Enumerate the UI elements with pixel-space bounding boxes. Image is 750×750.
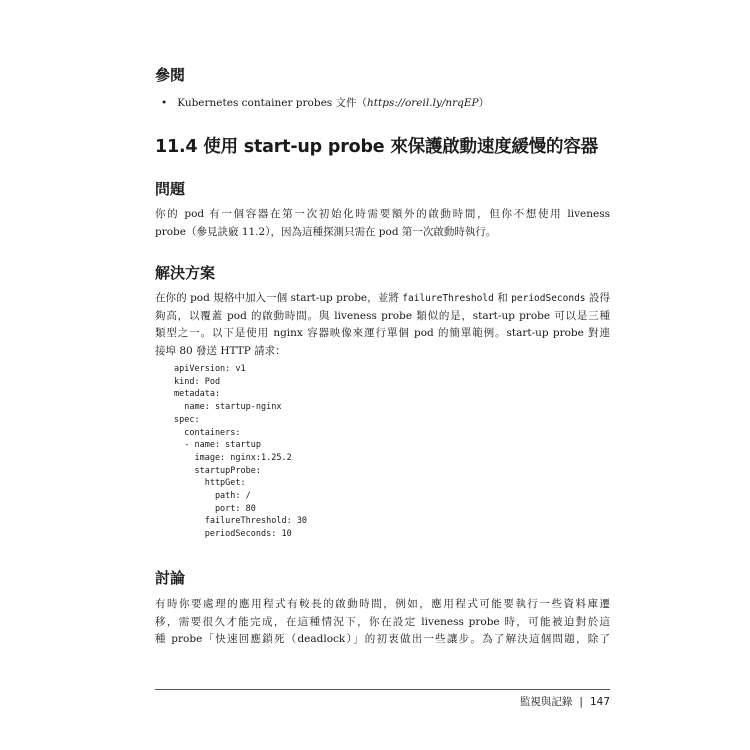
solution-line-1-text-b: 和: [493, 292, 512, 304]
footer-chapter: 監視與記錄: [519, 696, 573, 708]
inline-code-period-seconds: periodSeconds: [511, 293, 586, 304]
solution-paragraph: [155, 290, 610, 360]
solution-line-2: 夠高，以覆蓋 pod 的啟動時間。與 liveness probe 類似的是，start-up probe 可以是三種: [155, 309, 610, 322]
solution-line-3: 類型之一。以下是使用 nginx 容器映像來運行單個 pod 的簡單範例。start-up probe 對連: [155, 327, 610, 339]
page-footer: [520, 694, 610, 709]
problem-line-2: probe（參見訣竅 11.2），因為這種探測只需在 pod 第一次啟動時執行。: [155, 225, 497, 238]
solution-line-1-text-a: 在你的 pod 規格中加入一個 start-up probe，並將: [155, 292, 403, 304]
book-page: [155, 0, 610, 750]
solution-line-1-text-c: 設得: [585, 292, 610, 304]
solution-line-1: [155, 290, 610, 308]
discussion-line-2: 移，需要很久才能完成，在這種情況下，你在設定 liveness probe 時，可能被迫對於這: [155, 615, 610, 628]
inline-code-failure-threshold: failureThreshold: [402, 293, 494, 304]
reference-link[interactable]: https://oreil.ly/nrqEP: [367, 97, 479, 109]
discussion-line-3: 種 probe「快速回應鎖死（deadlock）」的初衷做出一些讓步。為了解決這個問題，除了: [155, 633, 610, 645]
discussion-line-1: 有時你要處理的應用程式有較長的啟動時間，例如，應用程式可能要執行一些資料庫遷: [155, 598, 610, 610]
footer-divider: [155, 689, 610, 690]
bullet-icon: •: [161, 97, 168, 109]
problem-heading: 問題: [155, 180, 186, 198]
reference-heading: 參閱: [155, 66, 186, 84]
reference-close: ）: [478, 97, 490, 109]
yaml-code-block: apiVersion: v1 kind: Pod metadata: name: startup-nginx spec: containers: - name: startup image: nginx:1.25.2 startupProbe: httpGet: path: / port: 80 failureThreshold: 30 periodSeconds: 10: [174, 364, 308, 540]
solution-heading: 解決方案: [155, 264, 216, 282]
solution-line-4: 接埠 80 發送 HTTP 請求：: [155, 344, 286, 357]
page-number: 147: [589, 696, 610, 708]
reference-list-item: [161, 95, 489, 110]
section-title: 11.4 使用 start-up probe 來保護啟動速度緩慢的容器: [155, 137, 598, 157]
reference-text: Kubernetes container probes 文件（: [177, 97, 368, 109]
footer-separator: |: [579, 696, 583, 708]
problem-paragraph: [155, 206, 610, 241]
discussion-heading: 討論: [155, 569, 186, 587]
problem-line-1: 你的 pod 有一個容器在第一次初始化時需要額外的啟動時間，但你不想使用 liveness: [155, 208, 610, 220]
discussion-paragraph: [155, 596, 610, 649]
